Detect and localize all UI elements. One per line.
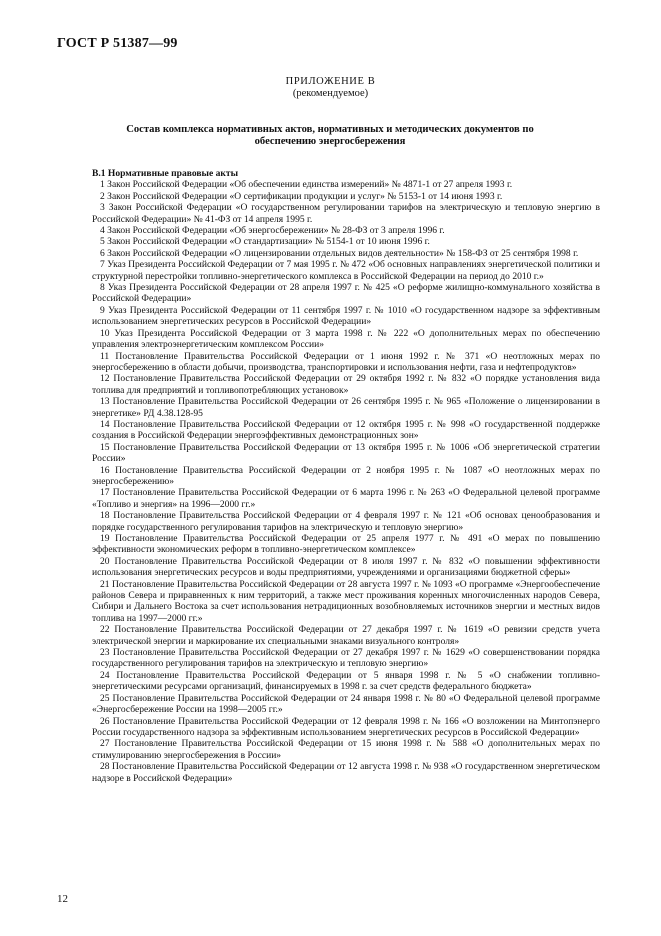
section-title: В.1 Нормативные правовые акты (92, 168, 239, 179)
list-item: 6 Закон Российской Федерации «О лицензировании отдельных видов деятельности» № 158-ФЗ от 25 сентября 1998 г. (100, 247, 579, 259)
list-item: 20 Постановление Правительства Российской Федерации от 8 июля 1997 г. № 832 «О повышении эффективности использования энергетических ресурсов и воды предприятиями, учреждениями и организациями бюджетной сферы» (92, 555, 600, 579)
list-item: 1 Закон Российской Федерации «Об обеспечении единства измерений» № 4871-1 от 27 апреля 1993 г. (100, 179, 513, 191)
page-number: 12 (57, 893, 68, 905)
list-item: 18 Постановление Правительства Российской Федерации от 4 февраля 1997 г. № 121 «Об основах ценообразования и порядке государственного регулирования тарифов на электрическую и тепловую энергию» (92, 510, 600, 533)
list-item: 4 Закон Российской Федерации «Об энергосбережении» № 28-ФЗ от 3 апреля 1996 г. (100, 225, 445, 237)
list-item: 15 Постановление Правительства Российской Федерации от 13 октября 1995 г. № 1006 «Об энергетической стратегии России» (92, 441, 600, 465)
list-item: 16 Постановление Правительства Российской Федерации от 2 ноября 1995 г. № 1087 «О неотложных мерах по энергосбережению» (92, 464, 600, 487)
list-item: 28 Постановление Правительства Российской Федерации от 12 августа 1998 г. № 938 «О государственном энергетическом надзоре в Российской Федерации» (92, 761, 600, 784)
list-item: 17 Постановление Правительства Российской Федерации от 6 марта 1996 г. № 263 «О Федеральной целевой программе «Топливо и энергия» на 1996—2000 гг.» (92, 487, 600, 510)
list-item: 11 Постановление Правительства Российской Федерации от 1 июня 1992 г. № 371 «О неотложных мерах по энергосбережению в области добычи, производства, транспортировки и использования нефти, газа и нефтепродуктов» (92, 350, 600, 373)
document-body (92, 168, 600, 784)
appendix-subtitle: (рекомендуемое) (292, 88, 369, 99)
list-item: 8 Указ Президента Российской Федерации от 28 апреля 1997 г. № 425 «О реформе жилищно-коммунального хозяйства в Российской Федерации» (92, 282, 600, 305)
list-item: 19 Постановление Правительства Российской Федерации от 25 апреля 1977 г. № 491 «О мерах по повышению эффективности экономических реформ в топливно-энергетическом комплексе» (92, 533, 600, 556)
appendix-title: ПРИЛОЖЕНИЕ В (285, 76, 376, 87)
document-title: Состав комплекса нормативных актов, нормативных и методических документов по обеспечению энергосбережения (126, 124, 534, 148)
list-item: 25 Постановление Правительства Российской Федерации от 24 января 1998 г. № 80 «О Федеральной целевой программе «Энергосбережение России на 1998—2005 гг.» (92, 692, 600, 716)
list-item: 14 Постановление Правительства Российской Федерации от 12 октября 1995 г. № 998 «О государственной поддержке создания в Российской Федерации энергоэффективных демонстрационных зон» (92, 418, 600, 442)
list-item: 22 Постановление Правительства Российской Федерации от 27 декабря 1997 г. № 1619 «О ревизии средств учета электрической энергии и маркирование их специальными знаками визуального контроля» (92, 624, 600, 647)
list-item: 23 Постановление Правительства Российской Федерации от 27 декабря 1997 г. № 1629 «О совершенствовании порядка государственного регулирования тарифов на электрическую и тепловую энергию» (92, 647, 600, 670)
list-item: 27 Постановление Правительства Российской Федерации от 15 июня 1998 г. № 588 «О дополнительных мерах по стимулированию энергосбережения в России» (92, 738, 600, 761)
list-item: 2 Закон Российской Федерации «О сертификации продукции и услуг» № 5153-1 от 14 июня 1993 г. (100, 190, 503, 202)
list-item: 12 Постановление Правительства Российской Федерации от 29 октября 1992 г. № 832 «О порядке установления вида топлива для предприятий и топливопотребляющих установок» (92, 373, 600, 396)
standard-designation: ГОСТ Р 51387—99 (57, 36, 178, 51)
list-item: 9 Указ Президента Российской Федерации от 11 сентября 1997 г. № 1010 «О государственном надзоре за эффективным использованием энергетических ресурсов в Российской Федерации» (92, 304, 600, 328)
list-item: 5 Закон Российской Федерации «О стандартизации» № 5154-1 от 10 июня 1996 г. (100, 236, 430, 248)
list-item: 21 Постановление Правительства Российской Федерации от 28 августа 1997 г. № 1093 «О программе «Энергообеспечение районов Севера и приравненных к ним территорий, а также мест проживания коренных многочисленных народов Севера, Сибири и Дальнего Востока за счет использования нетрадиционных возобновляемых источников энергии и местных видов топлива на 1997—2000 гг.» (92, 578, 600, 624)
list-item: 7 Указ Президента Российской Федерации от 7 мая 1995 г. № 472 «Об основных направлениях энергетической политики и структурной перестройки топливно-энергетического комплекса в Российской Федерации на период до 2010 г.» (92, 259, 600, 282)
legal-acts-list (92, 179, 600, 784)
list-item: 3 Закон Российской Федерации «О государственном регулировании тарифов на электрическую и тепловую энергию в Российской Федерации» № 41-ФЗ от 14 апреля 1995 г. (92, 202, 600, 225)
list-item: 10 Указ Президента Российской Федерации от 3 марта 1998 г. № 222 «О дополнительных мерах по обеспечению управления электроэнергетическим комплексом России» (92, 327, 600, 351)
list-item: 13 Постановление Правительства Российской Федерации от 26 сентября 1995 г. № 965 «Положение о лицензировании в энергетике» РД 4.38.128-95 (92, 396, 600, 419)
list-item: 24 Постановление Правительства Российской Федерации от 5 января 1998 г. № 5 «О снабжении топливно-энергетическими ресурсами организаций, финансируемых в 1998 г. за счет средств федерального бюджета» (92, 669, 600, 693)
list-item: 26 Постановление Правительства Российской Федерации от 12 февраля 1998 г. № 166 «О возложении на Минтопэнерго России государственного надзора за эффективным использованием энергетических ресурсов в Российской Федерации» (92, 715, 600, 738)
